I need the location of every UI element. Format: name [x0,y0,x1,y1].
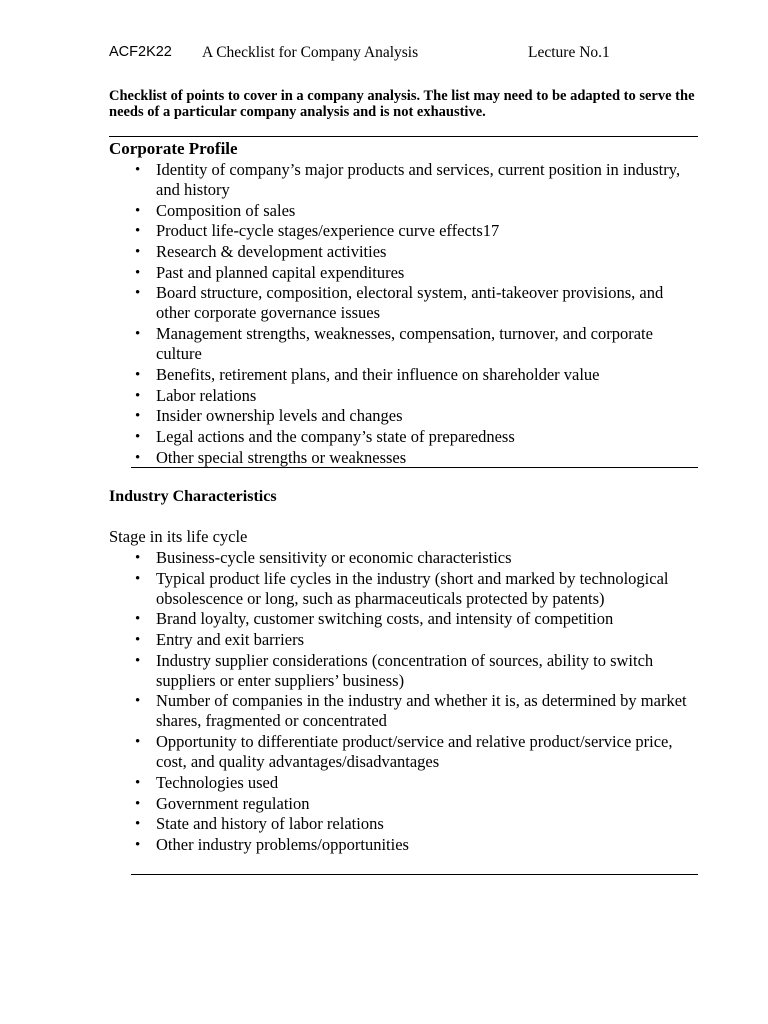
bullet-icon: • [135,693,141,710]
list-item [109,365,701,385]
bullet-icon: • [135,836,141,853]
list-item-text: Opportunity to differentiate product/service and relative product/service price, cost, and quality advantages/disadvantages [156,732,673,772]
section-divider-top [109,136,698,137]
bullet-icon: • [135,449,141,466]
list-item-text: Board structure, composition, electoral system, anti-takeover provisions, and other corporate governance issues [156,283,664,323]
bullet-icon: • [135,550,141,566]
list-item [109,691,701,731]
page-header [109,44,669,64]
list-item [109,651,701,691]
course-code: ACF2K22 [109,44,172,60]
bullet-icon: • [135,734,141,751]
list-item-text: Research & development activities [156,242,387,262]
list-item [109,835,701,855]
list-item [109,283,701,323]
list-item [109,630,701,650]
bullet-icon: • [135,202,141,219]
bullet-icon: • [135,244,141,261]
bullet-icon: • [135,570,141,587]
bullet-icon: • [135,223,141,240]
document-title: A Checklist for Company Analysis [202,44,419,61]
section-divider-corporate-end [131,467,698,468]
bullet-icon: • [135,611,141,628]
list-item-text: Management strengths, weaknesses, compensation, turnover, and corporate culture [156,324,653,364]
bullet-icon: • [135,366,141,383]
list-item [109,569,701,609]
list-item-text: Identity of company’s major products and services, current position in industry, and history [156,160,681,199]
bullet-icon: • [135,387,141,404]
intro-paragraph: Checklist of points to cover in a company analysis. The list may need to be adapted to serve the needs of a particular company analysis and is not exhaustive. [109,88,695,120]
section-title-industry-characteristics: Industry Characteristics [109,488,277,505]
list-item [109,814,701,834]
list-item-text: Labor relations [156,385,257,405]
list-item [109,201,701,221]
bullet-icon: • [135,264,141,281]
bullet-icon: • [135,816,141,833]
bullet-icon: • [135,285,141,302]
bullet-icon: • [135,795,141,812]
list-item [109,794,701,814]
list-item-text: Technologies used [156,772,279,792]
list-item [109,609,701,629]
industry-characteristics-list [109,548,701,856]
list-item-text: Business-cycle sensitivity or economic characteristics [156,548,512,567]
list-item [109,773,701,793]
list-item-text: Entry and exit barriers [156,630,304,650]
list-item-text: Number of companies in the industry and whether it is, as determined by market shares, fragmented or concentrated [156,691,687,731]
bullet-icon: • [135,162,141,178]
list-item [109,263,701,283]
list-item [109,427,701,447]
list-item-text: Composition of sales [156,200,296,220]
list-item-text: Benefits, retirement plans, and their influence on shareholder value [156,364,600,384]
list-item-text: Brand loyalty, customer switching costs, and intensity of competition [156,609,614,629]
list-item-text: Legal actions and the company’s state of preparedness [156,426,515,446]
list-item-text: State and history of labor relations [156,814,384,834]
section-title-corporate-profile: Corporate Profile [109,139,238,158]
list-item [109,324,701,364]
list-item [109,242,701,262]
lecture-number: Lecture No.1 [528,44,610,61]
list-item [109,406,701,426]
bullet-icon: • [135,774,141,791]
section-divider-industry-end [131,874,698,875]
list-item-text: Typical product life cycles in the industry (short and marked by technological obsolescence or long, such as pharmaceuticals protected by patents) [156,568,669,608]
bullet-icon: • [135,408,141,425]
corporate-profile-list [109,160,701,468]
bullet-icon: • [135,652,141,669]
industry-lead-text: Stage in its life cycle [109,527,248,546]
list-item [109,160,701,200]
list-item-text: Government regulation [156,793,310,813]
list-item [109,448,701,468]
list-item [109,548,701,568]
bullet-icon: • [135,632,141,649]
bullet-icon: • [135,326,141,343]
list-item-text: Other industry problems/opportunities [156,834,409,854]
list-item-text: Product life-cycle stages/experience curve effects17 [156,221,500,241]
list-item-text: Industry supplier considerations (concentration of sources, ability to switch suppliers or enter suppliers’ business) [156,650,654,690]
list-item [109,732,701,772]
list-item [109,386,701,406]
list-item-text: Past and planned capital expenditures [156,262,405,282]
list-item-text: Other special strengths or weaknesses [156,447,407,467]
list-item-text: Insider ownership levels and changes [156,406,403,426]
list-item [109,221,701,241]
bullet-icon: • [135,428,141,445]
